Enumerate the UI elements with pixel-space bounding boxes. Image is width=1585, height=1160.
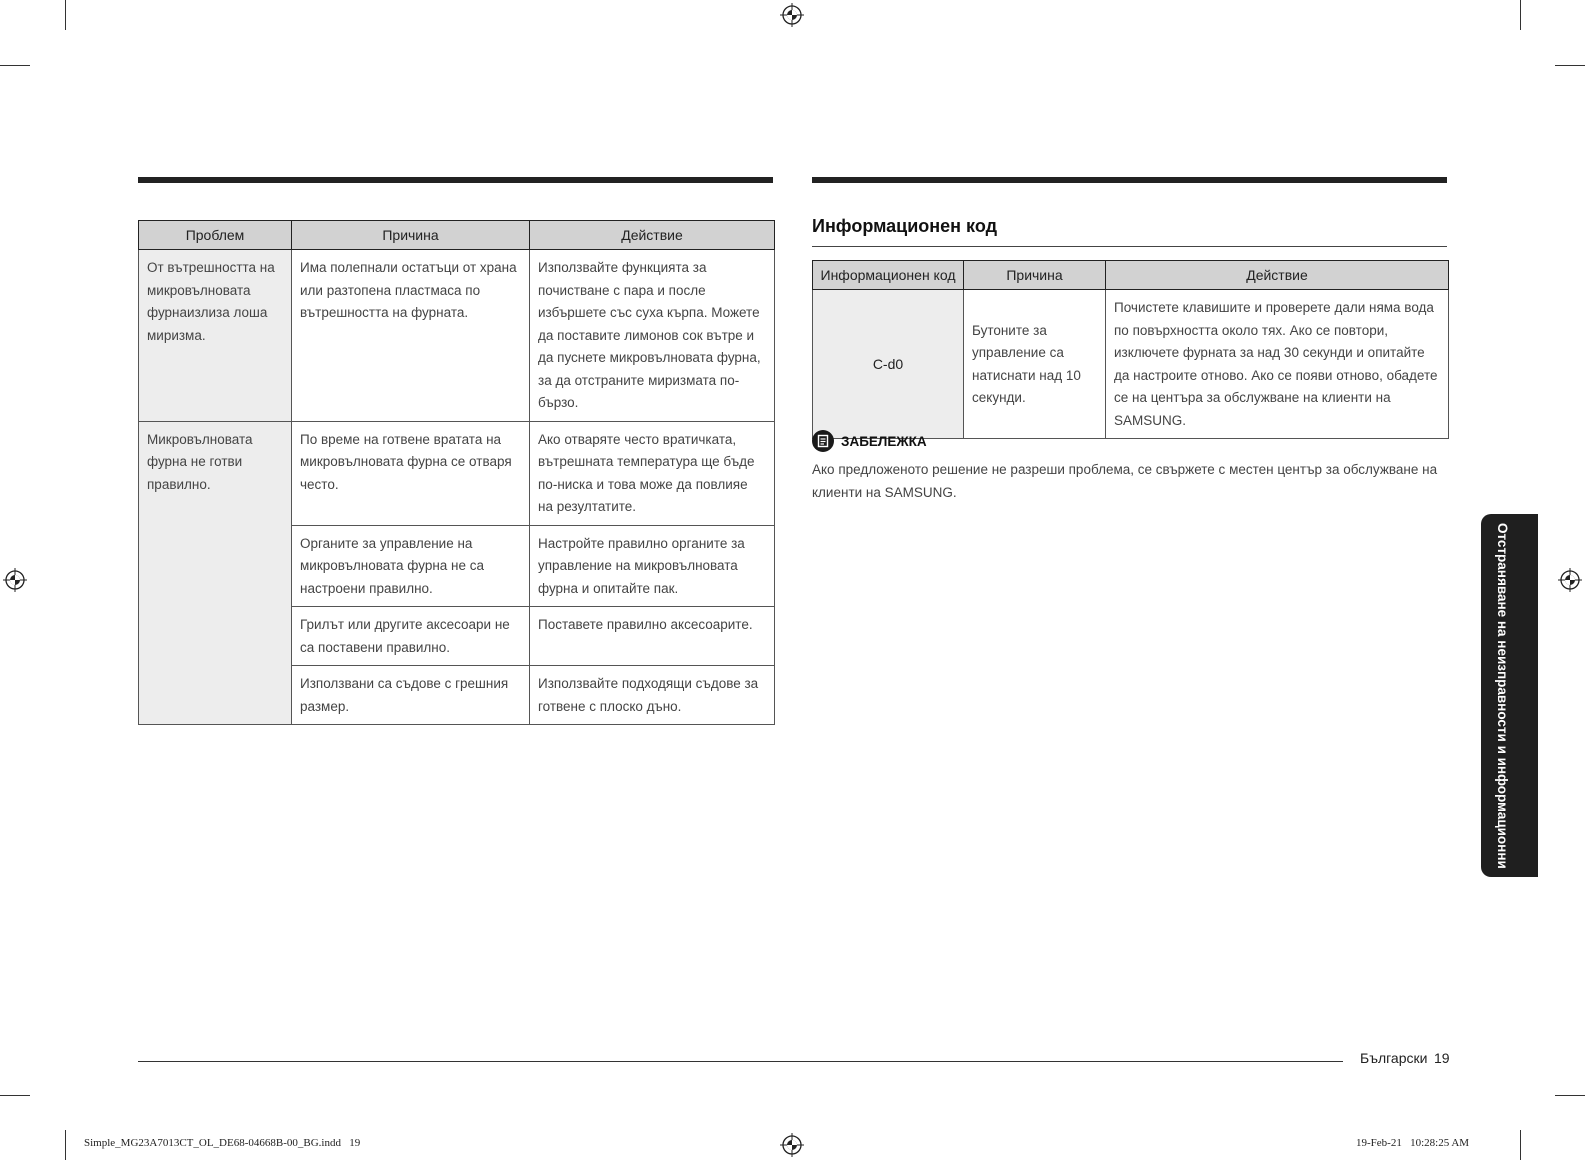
section-title: Информационен код [812, 216, 998, 236]
cause-cell: Бутоните за управление са натиснати над 10 секунди. [964, 290, 1106, 439]
action-cell: Почистете клавишите и проверете дали няма вода по повърхността около тях. Ако се повтори, изключете фурната за над 30 секунди и опитайте да настроите отново. Ако се появи отново, обадете се на центъра за обслужване на клиенти на SAMSUNG. [1106, 290, 1449, 439]
crop-mark [1555, 65, 1585, 66]
header-info-code: Информационен код [813, 261, 964, 290]
column-top-rule [812, 177, 1447, 183]
cause-cell: Грилът или другите аксесоари не са поставени правилно. [292, 607, 530, 666]
header-cause: Причина [964, 261, 1106, 290]
slug-datetime: 19-Feb-21 10:28:25 AM [1356, 1137, 1470, 1149]
table-header-row [139, 221, 775, 250]
info-code-cell: C-d0 [813, 290, 964, 439]
header-action: Действие [530, 221, 775, 250]
note-heading [812, 430, 927, 452]
action-cell: Ако отваряте често вратичката, вътрешната температура ще бъде по-ниска и това може да повлияе на резултатите. [530, 421, 775, 525]
title-rule [812, 246, 1447, 247]
chapter-side-tab-label: Отстраняване на неизправности и информационни кодове [1463, 523, 1510, 869]
crop-mark [1555, 1095, 1585, 1096]
action-cell: Използвайте подходящи съдове за готвене с плоско дъно. [530, 666, 775, 725]
action-cell: Поставете правилно аксесоарите. [530, 607, 775, 666]
info-code-table [812, 260, 1449, 439]
crop-mark [1520, 0, 1521, 30]
registration-mark-icon [1558, 568, 1582, 592]
registration-mark-icon [3, 568, 27, 592]
table-header-row [813, 261, 1449, 290]
table-row [139, 250, 775, 422]
crop-mark [65, 1130, 66, 1160]
column-top-rule [138, 177, 773, 183]
registration-mark-icon [780, 1133, 804, 1157]
footer-rule [138, 1061, 1343, 1062]
crop-mark [0, 65, 30, 66]
slug-filename: Simple_MG23A7013CT_OL_DE68-04668B-00_BG.indd 19 [84, 1137, 361, 1149]
header-cause: Причина [292, 221, 530, 250]
table-row [139, 421, 775, 525]
footer-language: Български [1360, 1050, 1428, 1066]
action-cell: Настройте правилно органите за управление на микровълновата фурна и опитайте пак. [530, 525, 775, 607]
note-text: Ако предложеното решение не разреши проблема, се свържете с местен център за обслужване на клиенти на SAMSUNG. [812, 462, 1438, 500]
cause-cell: Използвани са съдове с грешния размер. [292, 666, 530, 725]
header-problem: Проблем [139, 221, 292, 250]
cause-cell: Органите за управление на микровълновата фурна не са настроени правилно. [292, 525, 530, 607]
page-number: 19 [1434, 1050, 1450, 1066]
problem-cell: Микровълновата фурна не готви правилно. [139, 421, 292, 725]
problem-cell: От вътрешността на микровълновата фурнаизлиза лоша миризма. [139, 250, 292, 422]
table-row [813, 290, 1449, 439]
registration-mark-icon [780, 3, 804, 27]
troubleshooting-table [138, 220, 775, 725]
crop-mark [0, 1095, 30, 1096]
action-cell: Използвайте функцията за почистване с пара и после избършете със суха кърпа. Можете да поставите лимонов сок вътре и да пуснете микровълновата фурна, за да отстраните миризмата по-бързо. [530, 250, 775, 422]
cause-cell: По време на готвене вратата на микровълновата фурна се отваря често. [292, 421, 530, 525]
header-action: Действие [1106, 261, 1449, 290]
crop-mark [1520, 1130, 1521, 1160]
note-label: ЗАБЕЛЕЖКА [841, 433, 927, 449]
crop-mark [65, 0, 66, 30]
cause-cell: Има полепнали остатъци от храна или разтопена пластмаса по вътрешността на фурната. [292, 250, 530, 422]
note-icon [812, 430, 834, 452]
